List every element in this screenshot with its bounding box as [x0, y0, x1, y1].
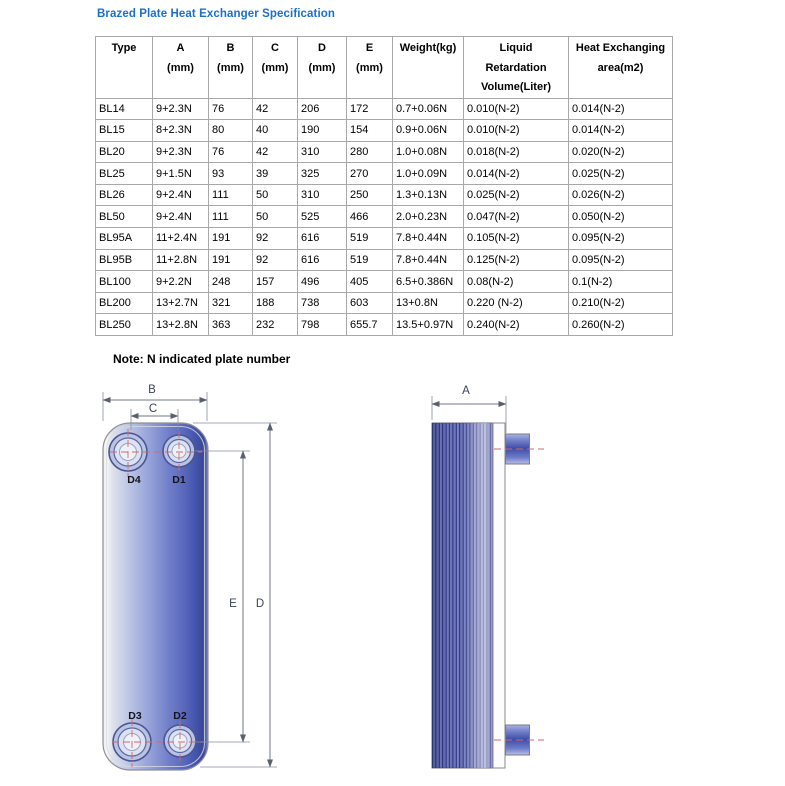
- port-label-d2: D2: [173, 710, 187, 722]
- table-cell: BL20: [96, 141, 153, 163]
- table-cell: 13+2.7N: [153, 292, 209, 314]
- dim-label-e: E: [229, 598, 237, 610]
- front-body: [103, 423, 208, 770]
- header-line: (mm): [217, 61, 244, 74]
- table-cell: 310: [298, 184, 347, 206]
- port-label-d4: D4: [127, 474, 141, 486]
- table-cell: 0.014(N-2): [464, 163, 569, 185]
- table-cell: 111: [209, 184, 253, 206]
- dim-label-c: C: [148, 403, 158, 415]
- table-cell: 9+2.4N: [153, 206, 209, 228]
- table-cell: 13+0.8N: [393, 292, 464, 314]
- table-cell: 280: [347, 141, 393, 163]
- table-cell: 39: [253, 163, 298, 185]
- table-cell: BL14: [96, 98, 153, 120]
- table-cell: BL100: [96, 271, 153, 293]
- table-cell: 42: [253, 98, 298, 120]
- table-cell: 0.095(N-2): [569, 228, 673, 250]
- header-line: Volume(Liter): [480, 81, 552, 93]
- table-cell: 519: [347, 249, 393, 271]
- side-view: [432, 385, 544, 768]
- table-cell: 363: [209, 314, 253, 336]
- header-line: Liquid: [499, 42, 533, 54]
- table-row: [96, 120, 673, 142]
- table-row: [96, 292, 673, 314]
- table-cell: 0.9+0.06N: [393, 120, 464, 142]
- table-cell: 9+2.3N: [153, 98, 209, 120]
- table-cell: 50: [253, 206, 298, 228]
- table-cell: 9+1.5N: [153, 163, 209, 185]
- table-cell: 80: [209, 120, 253, 142]
- table-cell: 310: [298, 141, 347, 163]
- table-cell: 405: [347, 271, 393, 293]
- table-cell: 154: [347, 120, 393, 142]
- table-row: [96, 163, 673, 185]
- header-cell-3: [253, 37, 298, 99]
- dim-label-b: B: [148, 384, 156, 396]
- table-cell: 321: [209, 292, 253, 314]
- table-cell: BL95A: [96, 228, 153, 250]
- table-cell: 2.0+0.23N: [393, 206, 464, 228]
- table-cell: 93: [209, 163, 253, 185]
- table-cell: 9+2.4N: [153, 184, 209, 206]
- heat-exchanger-diagram: [0, 376, 785, 786]
- header-line: Weight(kg): [399, 42, 457, 54]
- table-cell: 191: [209, 228, 253, 250]
- table-cell: 0.260(N-2): [569, 314, 673, 336]
- table-row: [96, 184, 673, 206]
- spec-table-body: [96, 98, 673, 336]
- table-cell: 0.010(N-2): [464, 120, 569, 142]
- table-cell: 172: [347, 98, 393, 120]
- header-line: (mm): [308, 61, 336, 74]
- table-cell: 616: [298, 249, 347, 271]
- table-row: [96, 98, 673, 120]
- table-cell: 0.050(N-2): [569, 206, 673, 228]
- table-row: [96, 206, 673, 228]
- table-cell: BL250: [96, 314, 153, 336]
- header-line: D: [318, 42, 326, 54]
- header-line: E: [365, 42, 374, 54]
- table-cell: 0.210(N-2): [569, 292, 673, 314]
- table-cell: 157: [253, 271, 298, 293]
- header-cell-0: [96, 37, 153, 99]
- port-label-d1: D1: [172, 474, 186, 486]
- table-cell: 738: [298, 292, 347, 314]
- table-cell: 250: [347, 184, 393, 206]
- header-line: Retardation: [485, 61, 547, 74]
- table-cell: 92: [253, 228, 298, 250]
- spec-table-head: [96, 37, 673, 99]
- table-cell: 7.8+0.44N: [393, 228, 464, 250]
- table-cell: 40: [253, 120, 298, 142]
- spec-table: [95, 36, 673, 336]
- table-cell: 1.0+0.09N: [393, 163, 464, 185]
- table-cell: 0.1(N-2): [569, 271, 673, 293]
- table-cell: 0.010(N-2): [464, 98, 569, 120]
- table-cell: BL25: [96, 163, 153, 185]
- table-cell: 0.020(N-2): [569, 141, 673, 163]
- header-line: Type: [111, 42, 137, 54]
- table-cell: 325: [298, 163, 347, 185]
- table-cell: 0.08(N-2): [464, 271, 569, 293]
- table-cell: 76: [209, 141, 253, 163]
- table-cell: 9+2.3N: [153, 141, 209, 163]
- header-line: C: [271, 42, 279, 54]
- table-cell: 1.0+0.08N: [393, 141, 464, 163]
- dim-label-d: D: [255, 598, 265, 610]
- table-cell: BL15: [96, 120, 153, 142]
- plate-stack-sheen: [432, 423, 493, 768]
- front-view: [103, 384, 277, 770]
- table-cell: 248: [209, 271, 253, 293]
- table-cell: 0.026(N-2): [569, 184, 673, 206]
- header-cell-6: [393, 37, 464, 99]
- table-row: [96, 249, 673, 271]
- table-cell: 92: [253, 249, 298, 271]
- table-cell: 603: [347, 292, 393, 314]
- table-cell: 190: [298, 120, 347, 142]
- end-plate: [493, 423, 505, 768]
- table-cell: 9+2.2N: [153, 271, 209, 293]
- header-cell-7: [464, 37, 569, 99]
- table-row: [96, 141, 673, 163]
- table-cell: 0.095(N-2): [569, 249, 673, 271]
- table-cell: 191: [209, 249, 253, 271]
- table-cell: BL50: [96, 206, 153, 228]
- table-cell: 0.220 (N-2): [464, 292, 569, 314]
- header-row: [96, 37, 673, 99]
- table-cell: 1.3+0.13N: [393, 184, 464, 206]
- table-cell: 0.014(N-2): [569, 98, 673, 120]
- table-cell: BL200: [96, 292, 153, 314]
- header-line: (mm): [356, 61, 383, 74]
- table-cell: 0.025(N-2): [569, 163, 673, 185]
- header-line: B: [226, 42, 235, 54]
- header-line: (mm): [261, 61, 289, 74]
- header-cell-2: [209, 37, 253, 99]
- table-cell: 0.018(N-2): [464, 141, 569, 163]
- table-cell: 13.5+0.97N: [393, 314, 464, 336]
- table-cell: 270: [347, 163, 393, 185]
- header-cell-8: [569, 37, 673, 99]
- table-cell: 50: [253, 184, 298, 206]
- table-cell: 206: [298, 98, 347, 120]
- header-line: (mm): [167, 61, 194, 74]
- port-d2: [164, 725, 196, 757]
- table-cell: 76: [209, 98, 253, 120]
- table-cell: 0.125(N-2): [464, 249, 569, 271]
- table-cell: 655.7: [347, 314, 393, 336]
- port-label-d3: D3: [128, 710, 142, 722]
- header-cell-4: [298, 37, 347, 99]
- table-cell: 525: [298, 206, 347, 228]
- table-cell: 42: [253, 141, 298, 163]
- table-cell: 0.105(N-2): [464, 228, 569, 250]
- table-cell: 616: [298, 228, 347, 250]
- header-line: area(m2): [597, 61, 644, 74]
- header-cell-5: [347, 37, 393, 99]
- table-cell: 496: [298, 271, 347, 293]
- table-cell: BL95B: [96, 249, 153, 271]
- table-cell: 6.5+0.386N: [393, 271, 464, 293]
- table-cell: 7.8+0.44N: [393, 249, 464, 271]
- table-cell: 466: [347, 206, 393, 228]
- table-row: [96, 314, 673, 336]
- table-row: [96, 271, 673, 293]
- table-cell: 519: [347, 228, 393, 250]
- table-cell: 111: [209, 206, 253, 228]
- plate-number-note: Note: N indicated plate number: [113, 352, 291, 366]
- header-line: Heat Exchanging: [575, 42, 666, 54]
- table-cell: 0.7+0.06N: [393, 98, 464, 120]
- page-title: Brazed Plate Heat Exchanger Specification: [97, 8, 336, 20]
- table-cell: 0.240(N-2): [464, 314, 569, 336]
- header-line: A: [176, 42, 185, 54]
- header-cell-1: [153, 37, 209, 99]
- table-cell: 13+2.8N: [153, 314, 209, 336]
- table-cell: 11+2.8N: [153, 249, 209, 271]
- table-cell: BL26: [96, 184, 153, 206]
- table-cell: 798: [298, 314, 347, 336]
- table-cell: 11+2.4N: [153, 228, 209, 250]
- dim-label-a: A: [462, 385, 470, 397]
- table-cell: 8+2.3N: [153, 120, 209, 142]
- table-cell: 188: [253, 292, 298, 314]
- table-cell: 0.025(N-2): [464, 184, 569, 206]
- table-cell: 232: [253, 314, 298, 336]
- table-row: [96, 228, 673, 250]
- table-cell: 0.047(N-2): [464, 206, 569, 228]
- port-d1: [163, 435, 195, 467]
- table-cell: 0.014(N-2): [569, 120, 673, 142]
